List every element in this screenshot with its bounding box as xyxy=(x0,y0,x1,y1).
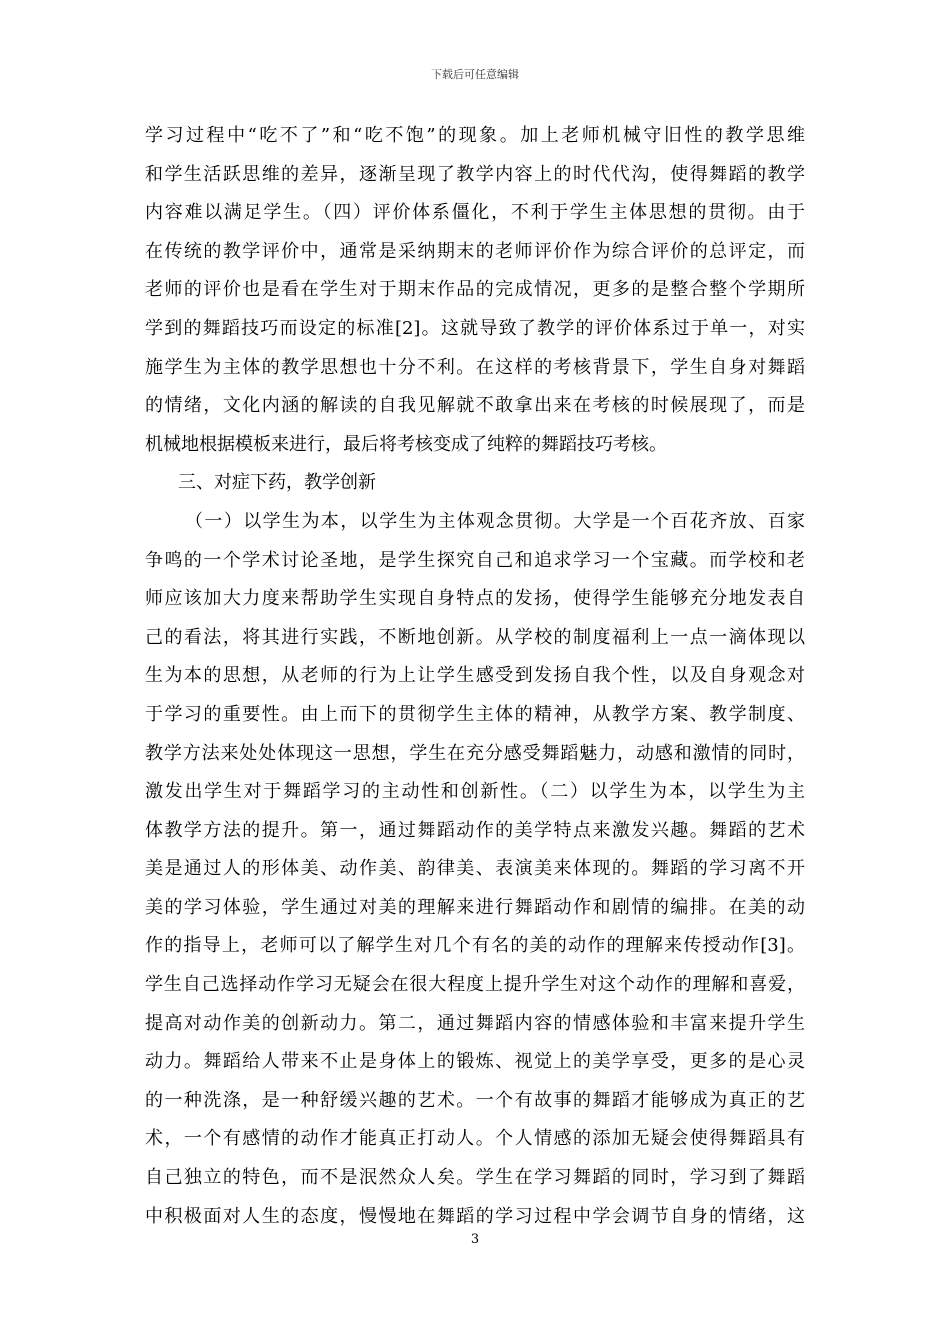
body-line: 的一种洗涤，是一种舒缓兴趣的艺术。一个有故事的舞蹈才能够成为真正的艺 xyxy=(145,1089,805,1111)
body-line: 和学生活跃思维的差异，逐渐呈现了教学内容上的时代代沟，使得舞蹈的教学 xyxy=(145,163,805,185)
body-line: 己的看法，将其进行实践，不断地创新。从学校的制度福利上一点一滴体现以 xyxy=(145,626,805,648)
body-line: 提高对动作美的创新动力。第二，通过舞蹈内容的情感体验和丰富来提升学生 xyxy=(145,1012,805,1034)
body-line: 中积极面对人生的态度，慢慢地在舞蹈的学习过程中学会调节自身的情绪，这 xyxy=(145,1205,805,1227)
body-line: 自己独立的特色，而不是泯然众人矣。学生在学习舞蹈的同时，学习到了舞蹈 xyxy=(145,1167,805,1189)
body-line: 教学方法来处处体现这一思想，学生在充分感受舞蹈魅力，动感和激情的同时， xyxy=(145,742,805,764)
body-line: 学习过程中“吃不了”和“吃不饱”的现象。加上老师机械守旧性的教学思维 xyxy=(145,125,805,146)
body-line: 机械地根据模板来进行，最后将考核变成了纯粹的舞蹈技巧考核。 xyxy=(145,433,667,455)
body-line: 于学习的重要性。由上而下的贯彻学生主体的精神，从教学方案、教学制度、 xyxy=(145,703,805,725)
body-line: 作的指导上，老师可以了解学生对几个有名的美的动作的理解来传授动作[3]。 xyxy=(145,935,805,957)
body-line: 美是通过人的形体美、动作美、韵律美、表演美来体现的。舞蹈的学习离不开 xyxy=(145,858,805,880)
body-line: 体教学方法的提升。第一，通过舞蹈动作的美学特点来激发兴趣。舞蹈的艺术 xyxy=(145,819,805,841)
body-line: 施学生为主体的教学思想也十分不利。在这样的考核背景下，学生自身对舞蹈 xyxy=(145,356,805,378)
page-number: 3 xyxy=(470,1232,480,1247)
body-line: 学到的舞蹈技巧而设定的标准[2]。这就导致了教学的评价体系过于单一，对实 xyxy=(145,317,805,339)
body-line: 学生自己选择动作学习无疑会在很大程度上提升学生对这个动作的理解和喜爱， xyxy=(145,974,805,996)
page-header: 下载后可任意编辑 xyxy=(431,68,519,81)
body-line: 激发出学生对于舞蹈学习的主动性和创新性。（二）以学生为本，以学生为主 xyxy=(145,781,805,803)
body-line: 美的学习体验，学生通过对美的理解来进行舞蹈动作和剧情的编排。在美的动 xyxy=(145,896,805,918)
body-line: 老师的评价也是看在学生对于期末作品的完成情况，更多的是整合整个学期所 xyxy=(145,279,805,301)
body-line: 术，一个有感情的动作才能真正打动人。个人情感的添加无疑会使得舞蹈具有 xyxy=(145,1128,805,1150)
body-line: 的情绪，文化内涵的解读的自我见解就不敢拿出来在考核的时候展现了，而是 xyxy=(145,395,805,417)
body-line: 争鸣的一个学术讨论圣地，是学生探究自己和追求学习一个宝藏。而学校和老 xyxy=(145,549,805,571)
body-line: 在传统的教学评价中，通常是采纳期末的老师评价作为综合评价的总评定，而 xyxy=(145,240,805,262)
body-line: 内容难以满足学生。（四）评价体系僵化，不利于学生主体思想的贯彻。由于 xyxy=(145,202,805,224)
body-line: 动力。舞蹈给人带来不止是身体上的锻炼、视觉上的美学享受，更多的是心灵 xyxy=(145,1051,805,1073)
body-line: 师应该加大力度来帮助学生实现自身特点的发扬，使得学生能够充分地发表自 xyxy=(145,588,805,610)
document-body xyxy=(145,117,805,1236)
body-line: 生为本的思想，从老师的行为上让学生感受到发扬自我个性，以及自身观念对 xyxy=(145,665,805,687)
section-heading: 三、对症下药，教学创新 xyxy=(178,472,376,494)
body-line: （一）以学生为本，以学生为主体观念贯彻。大学是一个百花齐放、百家 xyxy=(185,510,805,532)
